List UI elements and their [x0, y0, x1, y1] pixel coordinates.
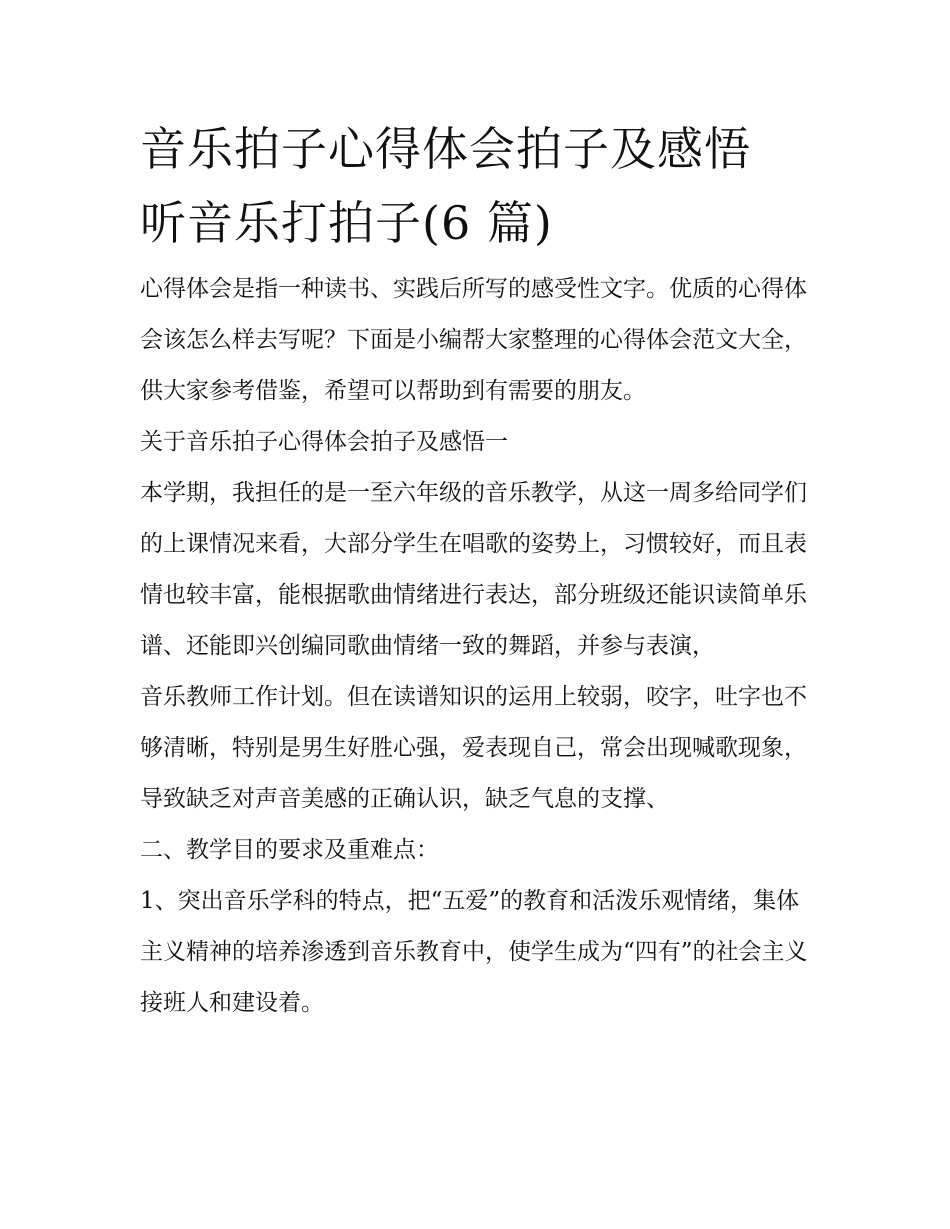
document-content [140, 112, 820, 1029]
body-paragraph: 本学期，我担任的是一至六年级的音乐教学，从这一周多给同学们的上课情况来看，大部分学生在唱歌的姿势上，习惯较好，而且表情也较丰富，能根据歌曲情绪进行表达，部分班级还能识读简单乐谱、还能即兴创编同歌曲情绪一致的舞蹈，并参与表演， [140, 480, 807, 659]
document-title [140, 112, 820, 260]
body-paragraph: 音乐教师工作计划。但在读谱知识的运用上较弱，咬字，吐字也不够清晰，特别是男生好胜心强，爱表现自己，常会出现喊歌现象，导致缺乏对声音美感的正确认识，缺乏气息的支撑、 [140, 684, 807, 812]
section-heading: 关于音乐拍子心得体会拍子及感悟一 [140, 429, 508, 455]
list-item: 1、突出音乐学科的特点，把“五爱”的教育和活泼乐观情绪，集体主义精神的培养渗透到音乐教育中，使学生成为“四有”的社会主义接班人和建设着。 [140, 888, 808, 1016]
subsection-heading: 二、教学目的要求及重难点： [140, 837, 439, 863]
title-line-1: 音乐拍子心得体会拍子及感悟 [140, 122, 751, 176]
intro-paragraph: 心得体会是指一种读书、实践后所写的感受性文字。优质的心得体会该怎么样去写呢？下面是小编帮大家整理的心得体会范文大全，供大家参考借鉴，希望可以帮助到有需要的朋友。 [140, 276, 807, 404]
title-line-2: 听音乐打拍子(6 篇) [140, 196, 553, 250]
